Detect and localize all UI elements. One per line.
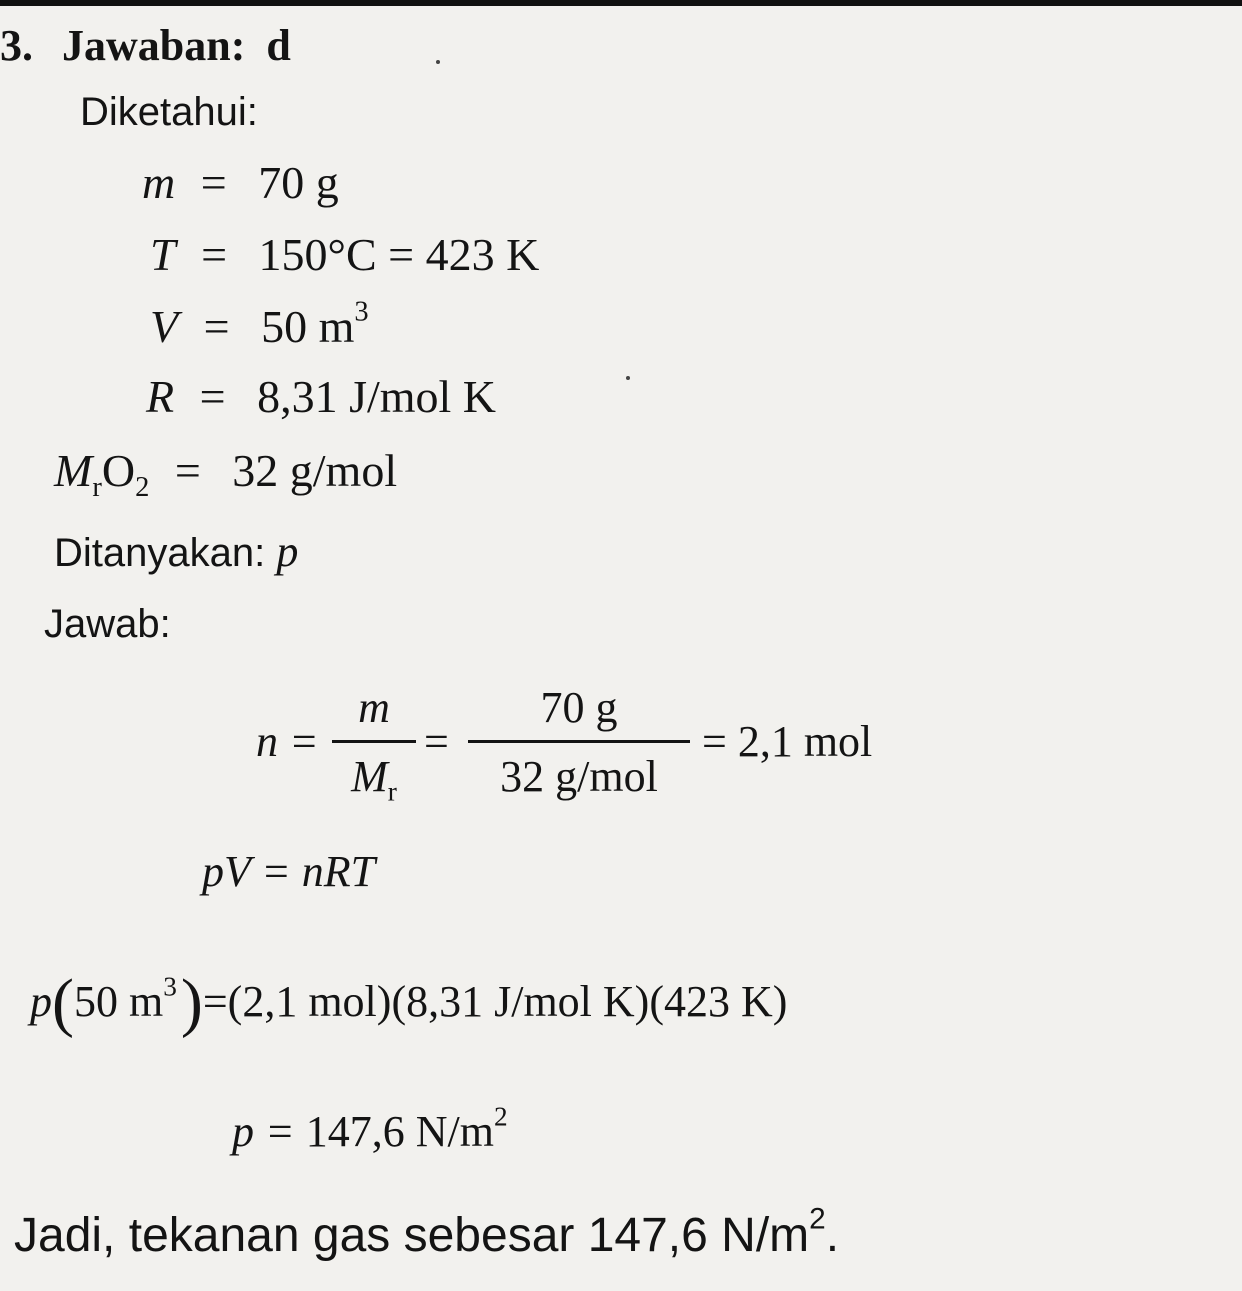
equals-sign: = — [174, 445, 201, 496]
pressure-exponent: 2 — [493, 1101, 508, 1132]
question-number: 3. — [0, 21, 33, 70]
fraction-bar — [332, 740, 416, 743]
fraction-bar — [468, 740, 690, 743]
temperature-factor: (423 K) — [649, 977, 788, 1026]
molar-subscript: r — [387, 776, 397, 807]
moles-factor: (2,1 mol) — [227, 977, 392, 1026]
known-item-volume — [150, 296, 369, 352]
known-item-temperature — [150, 229, 540, 280]
equals-sign: = — [199, 371, 226, 422]
asked-label: Ditanyakan: — [54, 531, 266, 575]
answer-header — [0, 21, 291, 70]
open-paren: ( — [52, 966, 74, 1039]
equals-sign: = — [424, 717, 449, 766]
equals-sign: = — [201, 229, 228, 280]
asked-symbol: p — [276, 527, 299, 576]
substitution-equation — [30, 966, 788, 1039]
conclusion-period: . — [825, 1209, 840, 1262]
volume-value: 50 m — [261, 301, 355, 352]
fraction-values — [468, 683, 690, 801]
mass-symbol: m — [142, 157, 176, 208]
volume-exponent: 3 — [163, 971, 177, 1002]
conclusion-exponent: 2 — [809, 1202, 826, 1236]
top-border — [0, 0, 1242, 6]
mole-result: = 2,1 mol — [702, 717, 873, 766]
fraction-numerator-value: 70 g — [540, 683, 618, 732]
ideal-gas-equation: pV = nRT — [202, 847, 376, 896]
equals-sign: = — [203, 301, 230, 352]
volume-exponent: 3 — [354, 296, 369, 328]
equals-sign: = — [200, 157, 227, 208]
pressure-value: 147,6 N/m — [305, 1107, 494, 1156]
molar-mass-subscript: r — [92, 471, 102, 503]
volume-symbol: V — [150, 301, 179, 352]
molar-mass-value: 32 g/mol — [232, 445, 398, 496]
temperature-value: 150°C = 423 K — [258, 229, 540, 280]
molar-symbol: M — [351, 752, 388, 801]
volume-term: 50 m — [73, 977, 164, 1026]
known-item-gas-constant — [146, 371, 497, 422]
speck — [436, 60, 440, 64]
pressure-lhs: p = — [232, 1107, 306, 1156]
gas-constant-factor: (8,31 J/mol K) — [391, 977, 650, 1026]
oxygen-subscript: 2 — [135, 471, 150, 503]
known-item-mass — [142, 157, 339, 208]
answer-work-label: Jawab: — [44, 602, 171, 646]
equals-sign: = — [202, 977, 228, 1026]
conclusion — [14, 1202, 840, 1262]
conclusion-text: Jadi, tekanan gas sebesar 147,6 N/m — [14, 1209, 810, 1262]
temperature-symbol: T — [150, 229, 176, 280]
answer-label: Jawaban: — [62, 21, 246, 70]
pressure-symbol: p — [30, 977, 52, 1026]
fraction-denominator-value: 32 g/mol — [500, 752, 658, 801]
fraction-mass-over-molar — [332, 683, 416, 807]
asked-line — [54, 527, 299, 576]
oxygen-symbol: O — [101, 445, 136, 496]
speck — [626, 376, 630, 380]
pressure-result — [232, 1101, 508, 1156]
gas-constant-symbol: R — [146, 371, 175, 422]
molar-mass-symbol: M — [54, 445, 93, 496]
answer-option: d — [266, 21, 291, 70]
fraction-denominator-molar — [332, 752, 416, 807]
close-paren: ) — [180, 966, 203, 1039]
mass-value: 70 g — [258, 157, 339, 208]
known-item-molar-mass — [54, 445, 398, 503]
fraction-numerator-mass: m — [358, 683, 390, 732]
mole-lhs: n = — [256, 717, 319, 766]
known-heading: Diketahui: — [80, 90, 258, 134]
gas-constant-value: 8,31 J/mol K — [257, 371, 497, 422]
